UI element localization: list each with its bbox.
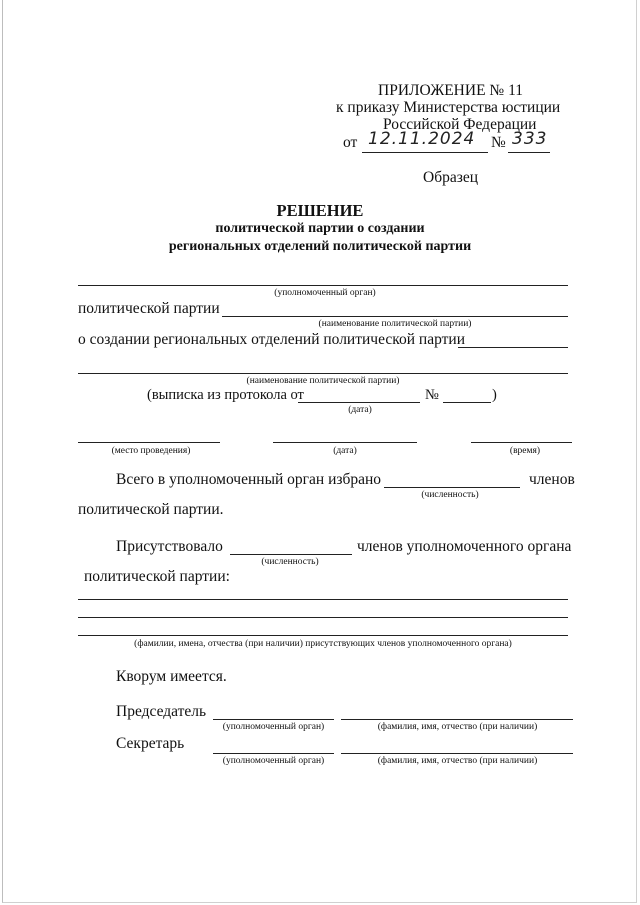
party-line: политической партии.	[78, 501, 224, 518]
extract-number-label: №	[425, 387, 439, 403]
secretary-label: Секретарь	[116, 735, 185, 752]
handwritten-date: 12.11.2024	[368, 129, 476, 149]
caption-party-name: (наименование политической партии)	[318, 319, 472, 329]
caption-place: (место проведения)	[111, 446, 191, 456]
extract-number-field[interactable]	[443, 402, 491, 403]
party-line-2: политической партии:	[84, 568, 230, 585]
caption-authorized-body: (уполномоченный орган)	[274, 288, 376, 298]
chairman-body-field[interactable]	[213, 719, 334, 720]
caption-count: (численность)	[421, 490, 479, 500]
caption-meeting-date: (дата)	[333, 446, 357, 456]
party-label: политической партии	[78, 300, 220, 317]
creation-field[interactable]	[458, 347, 568, 348]
document-subtitle-1: политической партии о создании	[215, 221, 425, 236]
caption-chairman-name: (фамилия, имя, отчество (при наличии)	[377, 722, 538, 732]
caption-secretary-name: (фамилия, имя, отчество (при наличии)	[377, 756, 538, 766]
caption-count-2: (численность)	[261, 557, 319, 567]
order-reference: к приказу Министерства юстиции	[336, 99, 561, 116]
appendix-number: ПРИЛОЖЕНИЕ № 11	[378, 82, 524, 99]
caption-chairman-body: (уполномоченный орган)	[222, 722, 325, 732]
federation-label: Российской Федерации	[383, 116, 537, 133]
caption-present-members: (фамилии, имена, отчества (при наличии) присутствующих членов уполномоченного органа)	[134, 639, 512, 649]
extract-date-field[interactable]	[298, 402, 420, 403]
quorum-text: Кворум имеется.	[116, 668, 227, 685]
total-elected-field[interactable]	[384, 487, 520, 488]
extract-close: )	[492, 387, 497, 403]
present-label: Присутствовало	[116, 538, 223, 555]
number-underline	[508, 152, 550, 153]
caption-party-name-2: (наименование политической партии)	[246, 376, 400, 386]
present-members-field-3[interactable]	[78, 635, 568, 636]
secretary-body-field[interactable]	[213, 753, 334, 754]
from-label: от	[343, 134, 358, 151]
caption-extract-date: (дата)	[348, 405, 372, 415]
number-label: №	[491, 134, 506, 151]
present-members-label: членов уполномоченного органа	[357, 538, 572, 555]
meeting-date-field[interactable]	[273, 442, 417, 443]
chairman-name-field[interactable]	[341, 719, 573, 720]
caption-secretary-body: (уполномоченный орган)	[222, 756, 325, 766]
present-members-field-2[interactable]	[78, 617, 568, 618]
party-name-field[interactable]	[222, 316, 568, 317]
document-title: РЕШЕНИЕ	[276, 201, 364, 220]
present-members-field-1[interactable]	[78, 599, 568, 600]
document-subtitle-2: региональных отделений политической партии	[168, 239, 472, 254]
sample-label: Образец	[423, 169, 479, 186]
creation-line: о создании региональных отделений политической партии	[78, 331, 465, 348]
party-name-field-2[interactable]	[78, 373, 568, 374]
place-field[interactable]	[78, 442, 220, 443]
chairman-label: Председатель	[116, 703, 207, 720]
members-label: членов	[529, 471, 575, 488]
authorized-body-field[interactable]	[78, 285, 568, 286]
secretary-name-field[interactable]	[341, 753, 573, 754]
date-underline	[362, 152, 488, 153]
extract-label: (выписка из протокола от	[147, 387, 304, 403]
caption-time: (время)	[509, 446, 541, 456]
total-elected-label: Всего в уполномоченный орган избрано	[116, 471, 382, 488]
meeting-time-field[interactable]	[471, 442, 572, 443]
handwritten-number: 333	[512, 129, 548, 149]
present-count-field[interactable]	[230, 554, 352, 555]
